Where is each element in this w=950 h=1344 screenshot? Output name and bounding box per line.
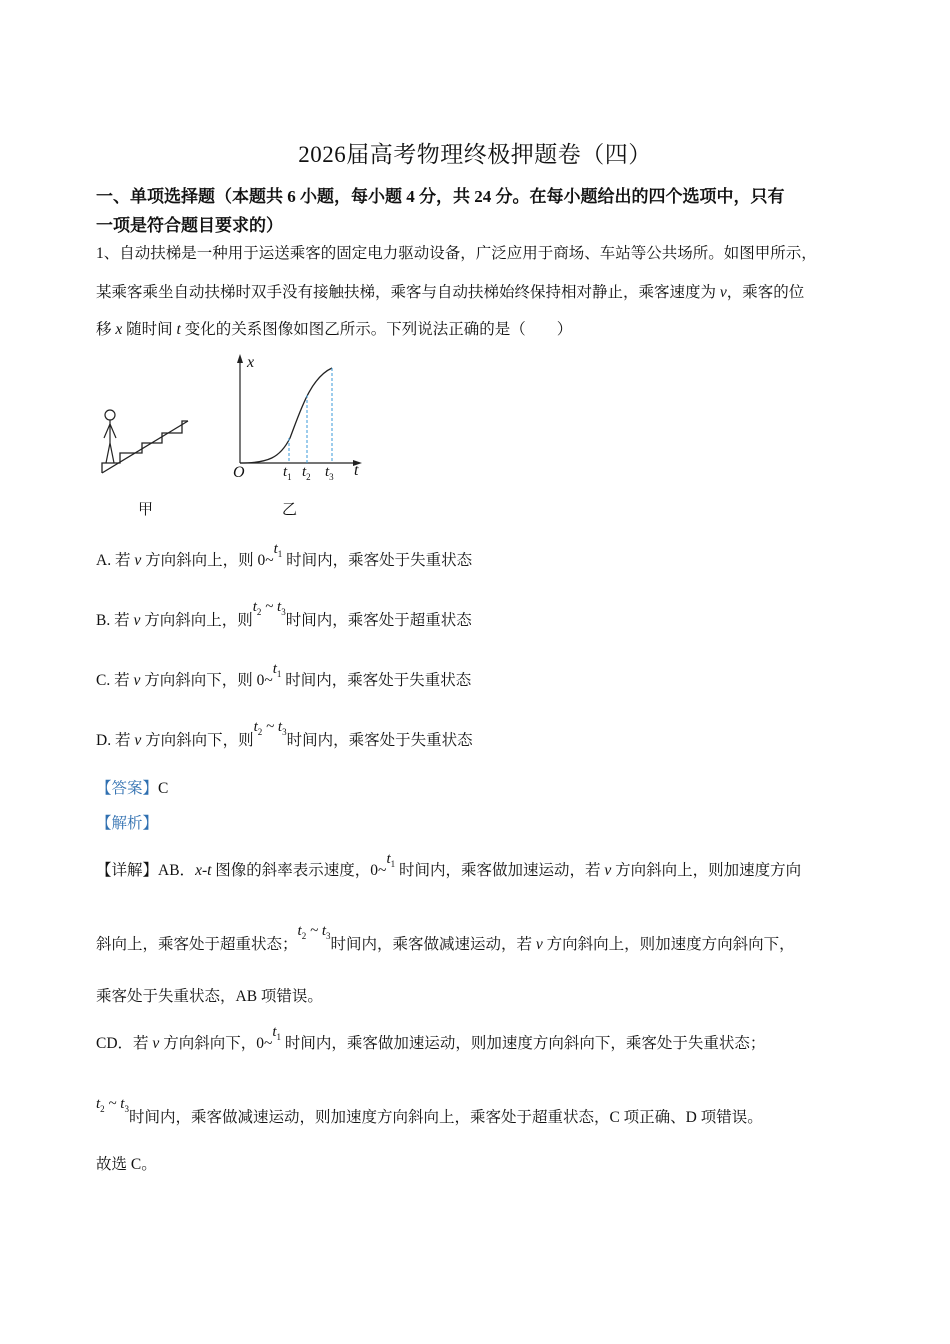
tick-label-t2: $t_2$ [302, 464, 311, 482]
escalator-figure [96, 395, 196, 480]
detail-line1: 【详解】AB．x-t 图像的斜率表示速度，$0\sim t_1$ 时间内，乘客做加速运动，若 v 方向斜向上，则加速度方向 [96, 851, 802, 879]
detail-line5: $t_2$ ~ $t_3$时间内，乘客做减速运动，则加速度方向斜向上，乘客处于超重状态，C 项正确、D 项错误。 [96, 1096, 763, 1126]
option-b: B. 若 v 方向斜向上，则$t_2$ ~ $t_3$时间内，乘客处于超重状态 [96, 599, 472, 629]
option-a: A. 若 v 方向斜向上，则 $0\sim t_1$ 时间内，乘客处于失重状态 [96, 541, 473, 569]
detail-line4: CD．若 v 方向斜向下，$0\sim t_1$ 时间内，乘客做加速运动，则加速度方向斜向下，乘客处于失重状态； [96, 1024, 766, 1052]
answer-line [96, 776, 168, 798]
section-heading-line1: 一、单项选择题（本题共 6 小题，每小题 4 分，共 24 分。在每小题给出的四个选项中，只有 [96, 187, 785, 206]
answer-tag: 【答案】 [96, 780, 159, 797]
figure-label-yi: 乙 [282, 502, 298, 518]
answer-value: C [158, 780, 169, 797]
axis-label-t: t [354, 462, 359, 479]
option-d: D. 若 v 方向斜向下，则$t_2$ ~ $t_3$时间内，乘客处于失重状态 [96, 719, 473, 749]
origin-label: O [233, 464, 245, 481]
section-heading-line2: 一项是符合题目要求的） [96, 216, 283, 235]
tick-label-t3: $t_3$ [325, 464, 334, 482]
axis-label-x: x [247, 354, 255, 371]
detail-line2: 斜向上，乘客处于超重状态；$t_2$ ~ $t_3$时间内，乘客做减速运动，若 v 方向斜向上，则加速度方向斜向下， [96, 923, 795, 953]
page-title: 2026届高考物理终极押题卷（四） [298, 142, 652, 167]
question-line3: 移 x 随时间 t 变化的关系图像如图乙所示。下列说法正确的是（ ） [96, 321, 573, 338]
figure-label-jia: 甲 [138, 502, 154, 518]
tick-label-t1: $t_1$ [283, 464, 292, 482]
option-c: C. 若 v 方向斜向下，则 $0\sim t_1$ 时间内，乘客处于失重状态 [96, 661, 472, 689]
analysis-tag: 【解析】 [96, 815, 159, 832]
question-line1: 1、自动扶梯是一种用于运送乘客的固定电力驱动设备，广泛应用于商场、车站等公共场所。如图甲所示， [96, 245, 817, 262]
question-line2: 某乘客乘坐自动扶梯时双手没有接触扶梯，乘客与自动扶梯始终保持相对静止，乘客速度为 v，乘客的位 [96, 284, 805, 301]
detail-line6: 故选 C。 [96, 1156, 157, 1173]
detail-line3: 乘客处于失重状态，AB 项错误。 [96, 988, 323, 1005]
